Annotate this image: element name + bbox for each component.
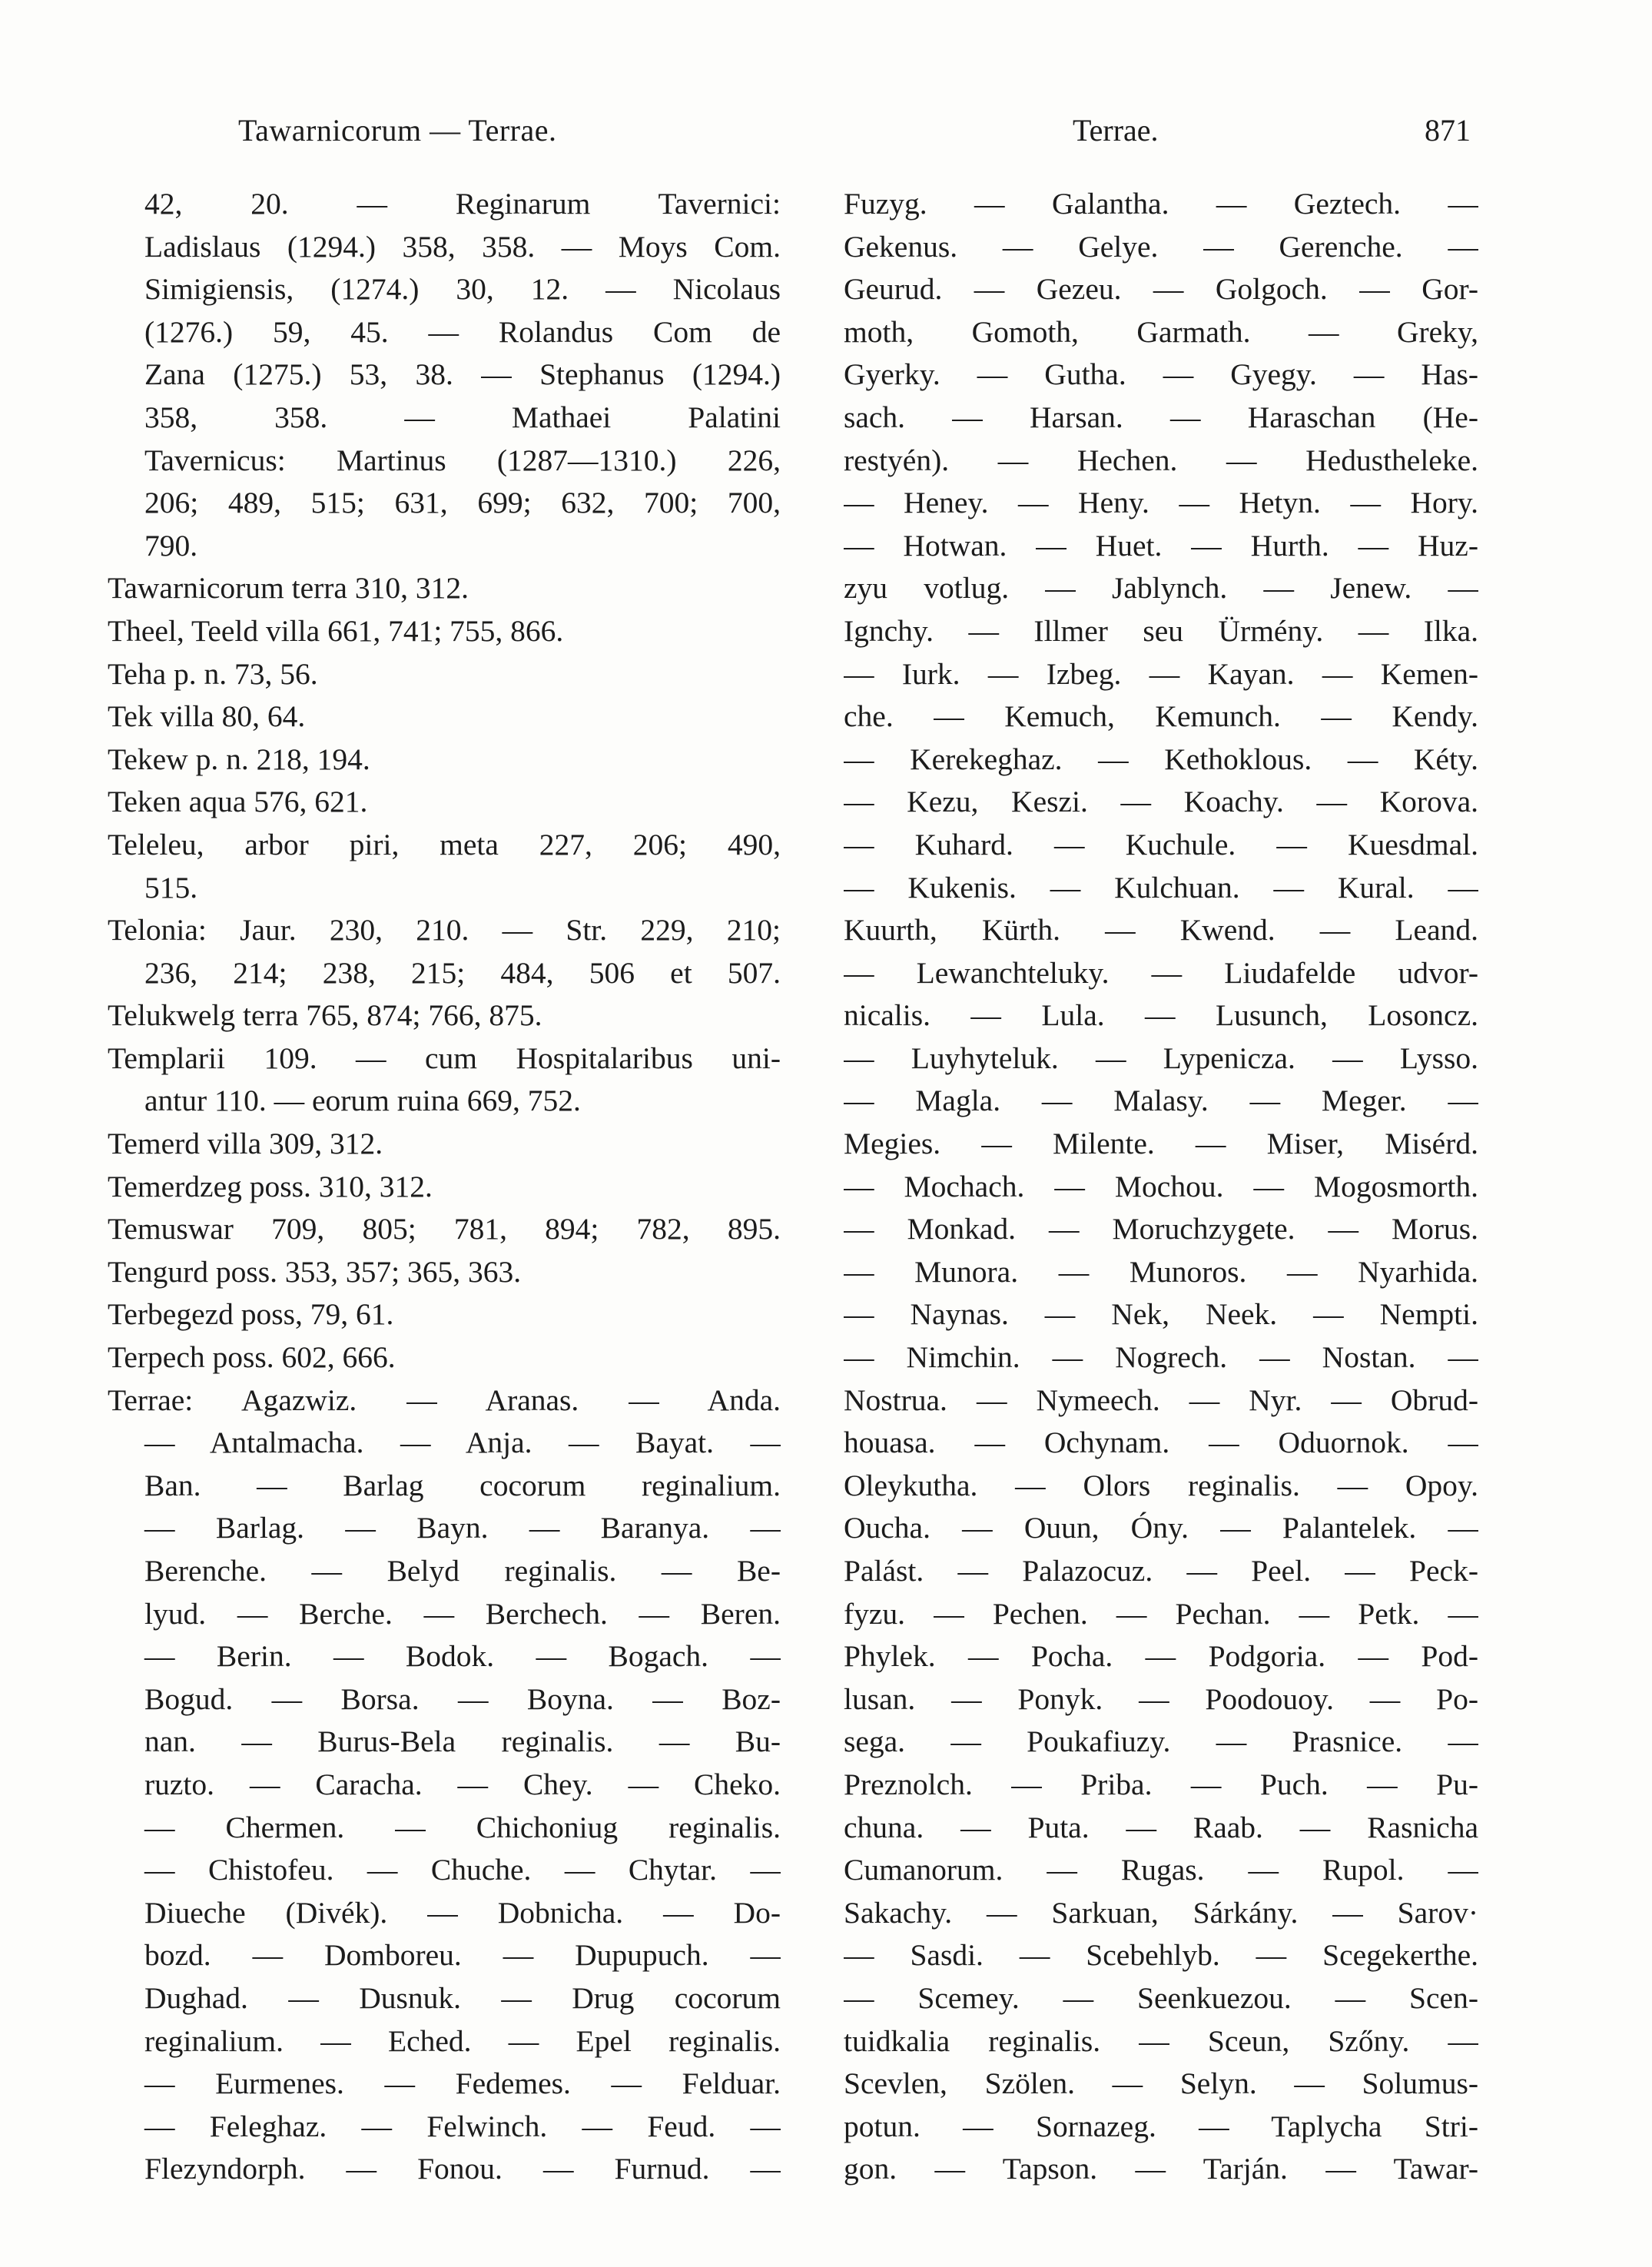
index-line: Teken aqua 576, 621. — [108, 785, 368, 819]
index-line: houasa. — Ochynam. — Oduornok. — — [844, 1426, 1478, 1460]
index-line: — Scemey. — Seenkuezou. — Scen- — [844, 1980, 1478, 2015]
index-line: — Naynas. — Nek, Neek. — Nempti. — [844, 1297, 1478, 1332]
index-line: Megies. — Milente. — Miser, Misérd. — [844, 1127, 1478, 1161]
index-line: — Nimchin. — Nogrech. — Nostan. — — [844, 1340, 1478, 1375]
index-line: Bogud. — Borsa. — Boyna. — Boz- — [144, 1681, 781, 1716]
index-line: 206; 489, 515; 631, 699; 632, 700; 700, — [144, 486, 781, 520]
running-head-center: Terrae. — [1073, 113, 1159, 148]
index-line: — Magla. — Malasy. — Meger. — — [844, 1084, 1478, 1118]
index-line: Temerd villa 309, 312. — [108, 1127, 383, 1161]
index-line: sega. — Poukafiuzy. — Prasnice. — — [844, 1724, 1478, 1759]
index-line: gon. — Tapson. — Tarján. — Tawar- — [844, 2152, 1478, 2186]
index-line: chuna. — Puta. — Raab. — Rasnicha — [844, 1810, 1478, 1844]
index-line: — Antalmacha. — Anja. — Bayat. — — [144, 1426, 781, 1460]
index-line: lusan. — Ponyk. — Poodouoy. — Po- — [844, 1681, 1478, 1716]
index-line: — Eurmenes. — Fedemes. — Felduar. — [144, 2066, 781, 2101]
index-line: Gyerky. — Gutha. — Gyegy. — Has- — [844, 357, 1478, 392]
index-line: Teleleu, arbor piri, meta 227, 206; 490, — [108, 827, 781, 861]
index-line: lyud. — Berche. — Berchech. — Beren. — [144, 1596, 781, 1631]
index-line: antur 110. — eorum ruina 669, 752. — [144, 1084, 581, 1118]
index-line: Simigiensis, (1274.) 30, 12. — Nicolaus — [144, 272, 781, 307]
index-line: Telonia: Jaur. 230, 210. — Str. 229, 210; — [108, 913, 781, 948]
index-line: Templarii 109. — cum Hospitalaribus uni- — [108, 1041, 781, 1075]
index-line: (1276.) 59, 45. — Rolandus Com de — [144, 314, 781, 349]
index-line: Temuswar 709, 805; 781, 894; 782, 895. — [108, 1212, 781, 1246]
index-line: — Sasdi. — Scebehlyb. — Scegekerthe. — [844, 1938, 1478, 1973]
index-line: nan. — Burus-Bela reginalis. — Bu- — [144, 1724, 781, 1759]
index-line: Berenche. — Belyd reginalis. — Be- — [144, 1554, 781, 1588]
index-line: Scevlen, Szölen. — Selyn. — Solumus- — [844, 2066, 1478, 2101]
index-line: tuidkalia reginalis. — Sceun, Szőny. — — [844, 2023, 1478, 2058]
index-line: Fuzyg. — Galantha. — Geztech. — — [844, 187, 1478, 221]
index-line: Theel, Teeld villa 661, 741; 755, 866. — [108, 613, 564, 648]
index-line: 515. — [144, 870, 198, 904]
index-line: ruzto. — Caracha. — Chey. — Cheko. — [144, 1767, 781, 1801]
index-line: che. — Kemuch, Kemunch. — Kendy. — [844, 699, 1478, 734]
index-line: Ignchy. — Illmer seu Ürmény. — Ilka. — [844, 613, 1478, 648]
index-line: 42, 20. — Reginarum Tavernici: — [144, 187, 781, 221]
index-line: Phylek. — Pocha. — Podgoria. — Pod- — [844, 1639, 1478, 1674]
index-line: — Lewanchteluky. — Liudafelde udvor- — [844, 955, 1478, 990]
index-line: Tawarnicorum terra 310, 312. — [108, 571, 469, 606]
index-line: Preznolch. — Priba. — Puch. — Pu- — [844, 1767, 1478, 1801]
index-column-left — [108, 183, 781, 2191]
index-line: Tek villa 80, 64. — [108, 699, 306, 734]
index-line: bozd. — Domboreu. — Dupupuch. — — [144, 1938, 781, 1973]
index-line: Terrae: Agazwiz. — Aranas. — Anda. — [108, 1382, 781, 1417]
index-line: Nostrua. — Nymeech. — Nyr. — Obrud- — [844, 1382, 1478, 1417]
index-line: — Barlag. — Bayn. — Baranya. — — [144, 1511, 781, 1545]
index-line: — Kezu, Keszi. — Koachy. — Korova. — [844, 785, 1478, 819]
index-line: Palást. — Palazocuz. — Peel. — Peck- — [844, 1554, 1478, 1588]
index-line: Tengurd poss. 353, 357; 365, 363. — [108, 1254, 522, 1289]
index-line: Tekew p. n. 218, 194. — [108, 742, 370, 776]
index-column-right — [844, 183, 1478, 2191]
index-line: Terbegezd poss, 79, 61. — [108, 1297, 394, 1332]
index-line: Temerdzeg poss. 310, 312. — [108, 1169, 433, 1203]
index-line: Ban. — Barlag cocorum reginalium. — [144, 1468, 781, 1502]
index-line: Geurud. — Gezeu. — Golgoch. — Gor- — [844, 272, 1478, 307]
index-line: Gekenus. — Gelye. — Gerenche. — — [844, 229, 1478, 264]
index-line: Teha p. n. 73, 56. — [108, 656, 318, 691]
index-line: Tavernicus: Martinus (1287—1310.) 226, — [144, 443, 781, 477]
index-line: Diueche (Divék). — Dobnicha. — Do- — [144, 1895, 781, 1930]
index-line: — Feleghaz. — Felwinch. — Feud. — — [144, 2109, 781, 2143]
index-line: Flezyndorph. — Fonou. — Furnud. — — [144, 2152, 781, 2186]
index-line: Zana (1275.) 53, 38. — Stephanus (1294.) — [144, 357, 781, 392]
index-line: zyu votlug. — Jablynch. — Jenew. — — [844, 571, 1478, 606]
index-line: Sakachy. — Sarkuan, Sárkány. — Sarov· — [844, 1895, 1478, 1930]
index-line: Cumanorum. — Rugas. — Rupol. — — [844, 1853, 1478, 1887]
index-line: — Kerekeghaz. — Kethoklous. — Kéty. — [844, 742, 1478, 776]
index-line: — Mochach. — Mochou. — Mogosmorth. — [844, 1169, 1478, 1203]
index-line: Terpech poss. 602, 666. — [108, 1340, 396, 1375]
running-head-left: Tawarnicorum — Terrae. — [238, 113, 557, 148]
page-number: 871 — [1425, 113, 1471, 148]
index-line: — Kukenis. — Kulchuan. — Kural. — — [844, 870, 1478, 904]
index-line: restyén). — Hechen. — Hedustheleke. — [844, 443, 1478, 477]
index-line: moth, Gomoth, Garmath. — Greky, — [844, 314, 1478, 349]
index-line: Kuurth, Kürth. — Kwend. — Leand. — [844, 913, 1478, 948]
index-line: potun. — Sornazeg. — Taplycha Stri- — [844, 2109, 1478, 2143]
index-line: — Chistofeu. — Chuche. — Chytar. — — [144, 1853, 781, 1887]
index-line: 358, 358. — Mathaei Palatini — [144, 400, 781, 434]
index-line: — Berin. — Bodok. — Bogach. — — [144, 1639, 781, 1674]
index-line: — Heney. — Heny. — Hetyn. — Hory. — [844, 486, 1478, 520]
index-line: — Kuhard. — Kuchule. — Kuesdmal. — [844, 827, 1478, 861]
running-header — [0, 98, 1652, 160]
index-line: Oleykutha. — Olors reginalis. — Opoy. — [844, 1468, 1478, 1502]
index-line: — Chermen. — Chichoniug reginalis. — [144, 1810, 781, 1844]
index-line: — Monkad. — Moruchzygete. — Morus. — [844, 1212, 1478, 1246]
index-line: nicalis. — Lula. — Lusunch, Losoncz. — [844, 998, 1478, 1033]
index-line: sach. — Harsan. — Haraschan (He- — [844, 400, 1478, 434]
index-line: 236, 214; 238, 215; 484, 506 et 507. — [144, 955, 781, 990]
index-line: Oucha. — Ouun, Óny. — Palantelek. — — [844, 1511, 1478, 1545]
index-line: Dughad. — Dusnuk. — Drug cocorum — [144, 1980, 781, 2015]
index-line: — Luyhyteluk. — Lypenicza. — Lysso. — [844, 1041, 1478, 1075]
index-line: — Munora. — Munoros. — Nyarhida. — [844, 1254, 1478, 1289]
index-line: 790. — [144, 528, 198, 563]
index-line: fyzu. — Pechen. — Pechan. — Petk. — — [844, 1596, 1478, 1631]
index-line: Ladislaus (1294.) 358, 358. — Moys Com. — [144, 229, 781, 264]
index-line: — Hotwan. — Huet. — Hurth. — Huz- — [844, 528, 1478, 563]
index-line: reginalium. — Eched. — Epel reginalis. — [144, 2023, 781, 2058]
index-line: Telukwelg terra 765, 874; 766, 875. — [108, 998, 542, 1033]
index-line: — Iurk. — Izbeg. — Kayan. — Kemen- — [844, 656, 1478, 691]
